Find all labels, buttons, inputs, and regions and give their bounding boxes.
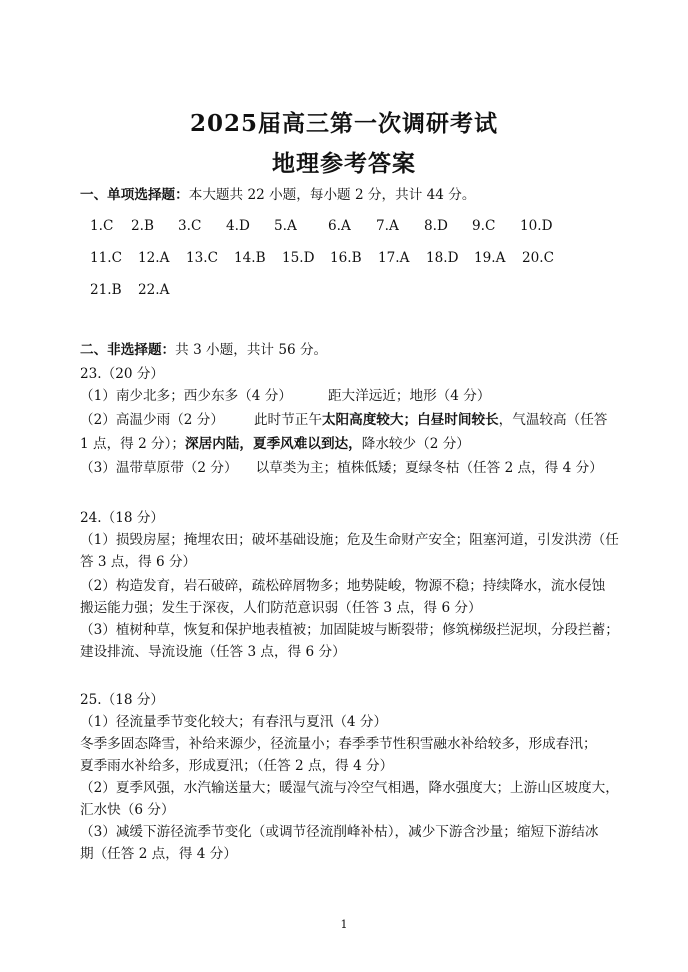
answer-item: 21.B xyxy=(90,282,122,298)
answer-item: 9.C xyxy=(472,218,496,234)
answer-item: 14.B xyxy=(234,250,266,266)
q24-line-1: （1）损毁房屋；掩埋农田；破坏基础设施；危及生命财产安全；阻塞河道，引发洪涝（任 xyxy=(80,532,619,548)
answer-item: 8.D xyxy=(424,218,448,234)
section1-heading: 一、单项选择题： xyxy=(80,187,189,203)
q23-line-3 xyxy=(80,434,620,455)
doc-subtitle: 地理参考答案 xyxy=(272,150,416,177)
answer-item: 20.C xyxy=(522,250,555,266)
q24-line-5: （3）植树种草，恢复和保护地表植被；加固陡坡与断裂带；修筑梯级拦泥坝，分段拦蓄； xyxy=(80,622,619,638)
q23-line-1 xyxy=(80,386,620,407)
q23-l2a: （2）高温少雨（2 分） xyxy=(80,412,224,428)
q23-line-2 xyxy=(80,410,620,431)
answer-item: 4.D xyxy=(226,218,250,234)
q23-head: 23.（20 分） xyxy=(80,366,165,382)
answer-item: 22.A xyxy=(138,282,170,298)
section2-heading: 二、非选择题： xyxy=(80,342,176,358)
doc-title: 2025届高三第一次调研考试 xyxy=(189,110,498,137)
q23-line-4 xyxy=(80,458,620,479)
section2-line xyxy=(80,340,620,361)
q24-line-3: （2）构造发育，岩石破碎，疏松碎屑物多；地势陡峻，物源不稳；持续降水，流水侵蚀 xyxy=(80,578,606,594)
q24-line-2: 答 3 点，得 6 分） xyxy=(80,554,197,570)
q25-line-1: （1）径流量季节变化较大；有春汛与夏汛（4 分） xyxy=(80,714,388,730)
section1-line xyxy=(80,185,620,206)
answer-item: 1.C xyxy=(90,218,114,234)
answer-item: 18.D xyxy=(426,250,459,266)
q23-l1a: （1）南少北多；西少东多（4 分） xyxy=(80,388,292,404)
q23-l1b: 距大洋远近；地形（4 分） xyxy=(327,388,491,404)
q23-l2d: ，气温较高（任答 xyxy=(498,412,608,428)
q25-line-6: （3）减缓下游径流季节变化（或调节径流削峰补枯），减少下游含沙量；缩短下游结冰 xyxy=(80,824,599,840)
q24-head: 24.（18 分） xyxy=(80,510,165,526)
answer-item: 2.B xyxy=(131,218,154,234)
q24-line-4: 搬运能力强；发生于深夜，人们防范意识弱（任答 3 点，得 6 分） xyxy=(80,600,482,616)
answer-item: 10.D xyxy=(520,218,553,234)
section1-desc: 本大题共 22 小题，每小题 2 分，共计 44 分。 xyxy=(188,187,476,203)
q24-line-6: 建设排流、导流设施（任答 3 点，得 6 分） xyxy=(80,644,346,660)
q23-l3b: 深居内陆，夏季风难以到达， xyxy=(185,436,362,452)
q25-line-4: （2）夏季风强，水汽输送量大；暖湿气流与冷空气相遇，降水强度大；上游山区坡度大， xyxy=(80,780,619,796)
answer-item: 12.A xyxy=(138,250,170,266)
answer-item: 11.C xyxy=(90,250,123,266)
q23-l3c: 降水较少（2 分） xyxy=(361,436,470,452)
q23-l4a: （3）温带草原带（2 分） xyxy=(80,460,238,476)
q25-line-7: 期（任答 2 点，得 4 分） xyxy=(80,846,237,862)
answer-item: 7.A xyxy=(376,218,399,234)
answer-item: 19.A xyxy=(474,250,506,266)
answer-item: 13.C xyxy=(186,250,219,266)
section2-desc: 共 3 小题，共计 56 分。 xyxy=(175,342,328,358)
answer-item: 17.A xyxy=(378,250,410,266)
q25-line-3: 夏季雨水补给多，形成夏汛；（任答 2 点，得 4 分） xyxy=(80,758,394,774)
q25-line-2: 冬季多固态降雪，补给来源少，径流量小；春季季节性积雪融水补给较多，形成春汛； xyxy=(80,736,597,752)
q23-l2b: 此时节正午 xyxy=(253,412,322,428)
answer-item: 3.C xyxy=(178,218,202,234)
answer-item: 6.A xyxy=(328,218,351,234)
q25-head: 25.（18 分） xyxy=(80,692,165,708)
q23-l4b: 以草类为主；植株低矮；夏绿冬枯（任答 2 点，得 4 分） xyxy=(255,460,603,476)
answer-item: 16.B xyxy=(330,250,362,266)
answer-item: 5.A xyxy=(274,218,297,234)
answer-item: 15.D xyxy=(282,250,315,266)
page-number: 1 xyxy=(340,918,348,931)
q23-l2c: 太阳高度较大；白昼时间较长 xyxy=(321,412,499,428)
q25-line-5: 汇水快（6 分） xyxy=(80,802,175,818)
q23-l3a: 1 点，得 2 分）； xyxy=(80,436,186,452)
